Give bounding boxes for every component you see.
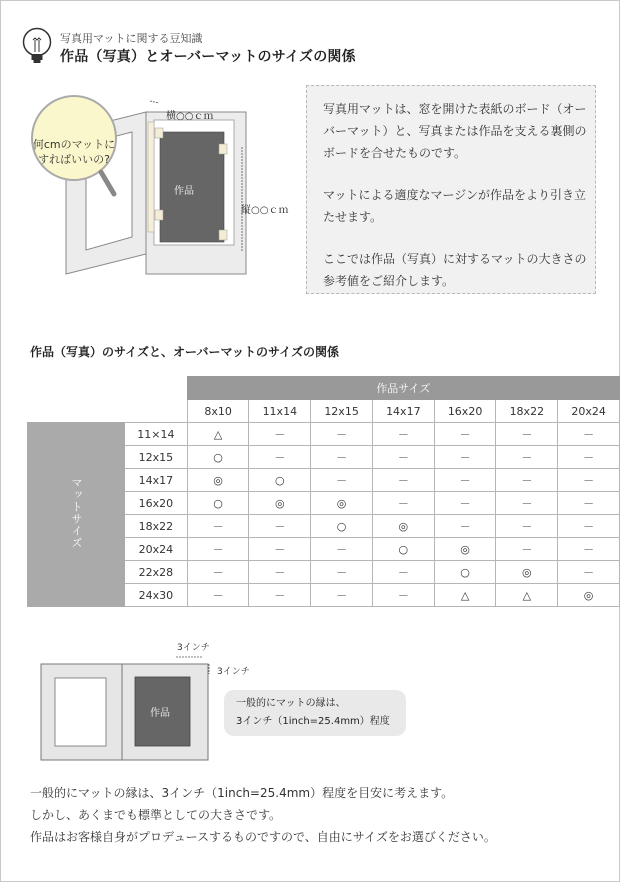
table-cell: ○ bbox=[434, 561, 496, 584]
table-cell: － bbox=[434, 469, 496, 492]
table-cell: － bbox=[558, 515, 620, 538]
info-paragraph: ここでは作品（写真）に対するマットの大きさの参考値をご紹介します。 bbox=[323, 252, 587, 288]
table-cell: － bbox=[496, 423, 558, 446]
table-cell: － bbox=[372, 446, 434, 469]
margin-side-label: 3インチ bbox=[217, 667, 250, 677]
table-cell: － bbox=[372, 423, 434, 446]
table-cell: △ bbox=[434, 584, 496, 607]
table-cell: － bbox=[372, 492, 434, 515]
table-cell: ○ bbox=[187, 492, 249, 515]
mat-size: 12x15 bbox=[125, 446, 188, 469]
table-cell: ◎ bbox=[496, 561, 558, 584]
margin-top-label: 3インチ bbox=[177, 643, 210, 653]
mat-size: 14x17 bbox=[125, 469, 188, 492]
mat-size: 11×14 bbox=[125, 423, 188, 446]
table-cell: － bbox=[187, 561, 249, 584]
bubble-line-2: すればいいの? bbox=[38, 153, 110, 166]
mat-size: 22x28 bbox=[125, 561, 188, 584]
mat-size: 20x24 bbox=[125, 538, 188, 561]
table-cell: － bbox=[311, 423, 373, 446]
page-title: 作品（写真）とオーバーマットのサイズの関係 bbox=[60, 49, 356, 65]
size-table bbox=[27, 376, 620, 607]
closing-line: 作品はお客様自身がプロデュースするものですので、自由にサイズをお選びください。 bbox=[30, 830, 496, 844]
table-cell: － bbox=[496, 538, 558, 561]
table-cell: － bbox=[311, 538, 373, 561]
lightbulb-icon bbox=[20, 26, 54, 66]
table-cell: ○ bbox=[372, 538, 434, 561]
table-cell: － bbox=[311, 469, 373, 492]
table-cell: ◎ bbox=[249, 492, 311, 515]
table-cell: ○ bbox=[249, 469, 311, 492]
table-cell: － bbox=[558, 561, 620, 584]
table-cell: － bbox=[558, 469, 620, 492]
table-cell: － bbox=[558, 423, 620, 446]
mat-illustration bbox=[14, 92, 304, 282]
mat-size: 24x30 bbox=[125, 584, 188, 607]
work-size-col: 11x14 bbox=[249, 400, 311, 423]
note-line: 一般的にマットの縁は、 bbox=[236, 698, 346, 709]
mat-size-header: マットサイズ bbox=[28, 423, 125, 607]
table-cell: － bbox=[496, 446, 558, 469]
table-row bbox=[28, 423, 620, 446]
table-cell: △ bbox=[496, 584, 558, 607]
table-cell: － bbox=[249, 446, 311, 469]
table-cell: ◎ bbox=[558, 584, 620, 607]
table-cell: － bbox=[434, 446, 496, 469]
work-size-col: 14x17 bbox=[372, 400, 434, 423]
section-title: 作品（写真）のサイズと、オーバーマットのサイズの関係 bbox=[30, 345, 340, 359]
work-size-col: 18x22 bbox=[496, 400, 558, 423]
closing-line: しかし、あくまでも標準としての大きさです。 bbox=[30, 808, 282, 822]
bubble-line-1: 何cmのマットに bbox=[32, 138, 116, 151]
mat-size: 18x22 bbox=[125, 515, 188, 538]
table-cell: － bbox=[187, 515, 249, 538]
table-cell: ◎ bbox=[434, 538, 496, 561]
table-cell: ◎ bbox=[372, 515, 434, 538]
work-size-col: 16x20 bbox=[434, 400, 496, 423]
table-cell: ○ bbox=[311, 515, 373, 538]
table-cell: － bbox=[187, 584, 249, 607]
table-cell: － bbox=[496, 492, 558, 515]
info-paragraph: マットによる適度なマージンが作品をより引き立たせます。 bbox=[323, 188, 586, 224]
height-label: 縦○○ｃｍ bbox=[241, 205, 289, 216]
work-size-col: 8x10 bbox=[187, 400, 249, 423]
work-size-col: 20x24 bbox=[558, 400, 620, 423]
table-cell: － bbox=[311, 561, 373, 584]
table-cell: ○ bbox=[187, 446, 249, 469]
table-cell: － bbox=[558, 446, 620, 469]
table-cell: － bbox=[311, 584, 373, 607]
table-cell: － bbox=[249, 584, 311, 607]
table-cell: － bbox=[372, 469, 434, 492]
table-cell: － bbox=[434, 423, 496, 446]
table-cell: － bbox=[434, 492, 496, 515]
work-size-col: 12x15 bbox=[311, 400, 373, 423]
table-cell: ◎ bbox=[311, 492, 373, 515]
table-cell: ◎ bbox=[187, 469, 249, 492]
table-cell: － bbox=[372, 561, 434, 584]
table-cell: － bbox=[496, 469, 558, 492]
header-subtitle: 写真用マットに関する豆知識 bbox=[60, 32, 203, 45]
table-cell: － bbox=[249, 515, 311, 538]
table-cell: － bbox=[187, 538, 249, 561]
closing-text bbox=[30, 782, 496, 848]
margin-note bbox=[224, 690, 406, 736]
info-box bbox=[306, 85, 596, 294]
table-cell: － bbox=[372, 584, 434, 607]
table-cell: － bbox=[558, 538, 620, 561]
table-cell: － bbox=[558, 492, 620, 515]
table-cell: － bbox=[249, 538, 311, 561]
width-label: 横○○ｃｍ bbox=[166, 111, 214, 122]
work-size-header: 作品サイズ bbox=[187, 377, 619, 400]
table-cell: － bbox=[434, 515, 496, 538]
note-line: 3インチ（1inch=25.4mm）程度 bbox=[236, 716, 390, 727]
diagram-work-label: 作品 bbox=[150, 708, 170, 719]
table-cell: － bbox=[249, 561, 311, 584]
mat-size: 16x20 bbox=[125, 492, 188, 515]
margin-diagram bbox=[40, 652, 220, 762]
table-cell: － bbox=[496, 515, 558, 538]
closing-line: 一般的にマットの縁は、3インチ（1inch=25.4mm）程度を目安に考えます。 bbox=[30, 786, 454, 800]
work-label: 作品 bbox=[174, 186, 194, 197]
table-cell: － bbox=[249, 423, 311, 446]
table-cell: △ bbox=[187, 423, 249, 446]
info-paragraph: 写真用マットは、窓を開けた表紙のボード（オーバーマット）と、写真または作品を支える裏側のボードを合せたものです。 bbox=[323, 102, 587, 160]
table-cell: － bbox=[311, 446, 373, 469]
